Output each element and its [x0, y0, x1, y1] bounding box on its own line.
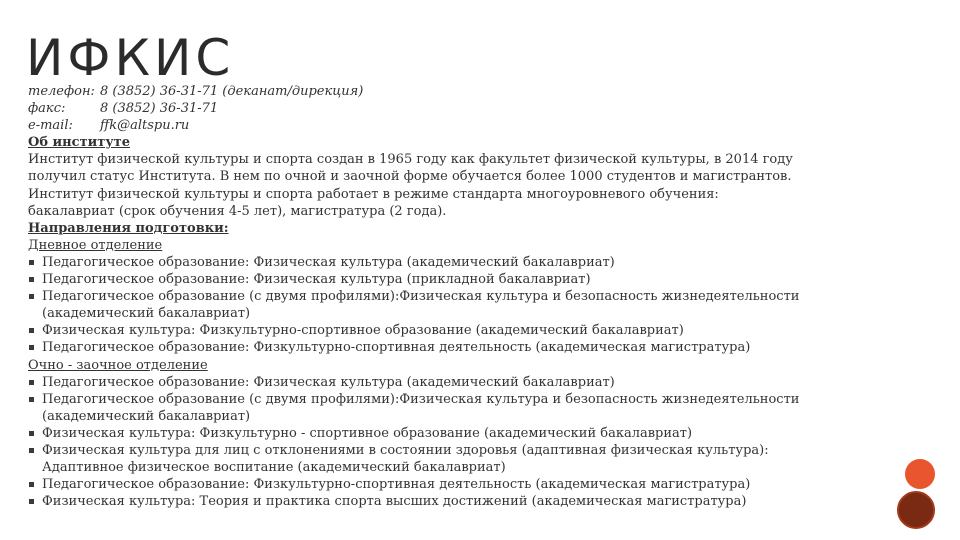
- contact-value: 8 (3852) 36-31-71 (деканат/дирекция): [100, 84, 364, 99]
- list-item-text: Адаптивное физическое воспитание (академический бакалавриат): [42, 460, 506, 476]
- contact-label: e-mail:: [28, 118, 73, 134]
- bullet-icon: [29, 431, 34, 436]
- contact-label: факс:: [28, 101, 66, 117]
- slide-number-badge: [897, 491, 935, 529]
- about-line: получил статус Института. В нем по очной и заочной форме обучается более 1000 студентов и магистрантов.: [28, 169, 792, 185]
- list-item-text: Педагогическое образование (с двумя профилями):Физическая культура и безопасность жизнедеятельности: [42, 391, 800, 407]
- list-item-text: (академический бакалавриат): [42, 408, 251, 424]
- list-item: [28, 271, 888, 288]
- bullet-icon: [29, 328, 34, 333]
- bullet-icon: [29, 345, 34, 350]
- fulltime-list: [28, 254, 888, 357]
- list-item: [28, 442, 888, 476]
- bullet-icon: [29, 448, 34, 453]
- page-title: ИФКИС: [26, 29, 235, 87]
- contact-value: ffk@altspu.ru: [100, 118, 190, 134]
- contact-value: 8 (3852) 36-31-71: [100, 101, 219, 117]
- about-line: Институт физической культуры и спорта создан в 1965 году как факультет физической культуры, в 2014 году: [28, 152, 793, 168]
- list-item-text: Педагогическое образование: Физическая культура (академический бакалавриат): [42, 254, 615, 270]
- list-item-text: Педагогическое образование: Физическая культура (академический бакалавриат): [42, 374, 615, 390]
- content-body: [28, 83, 888, 510]
- list-item: [28, 339, 888, 356]
- list-item: [28, 374, 888, 391]
- list-item-text: Физическая культура: Физкультурно-спортивное образование (академический бакалавриат): [42, 323, 684, 339]
- bullet-icon: [29, 499, 34, 504]
- about-line: Институт физической культуры и спорта работает в режиме стандарта многоуровневого обучения:: [28, 186, 719, 202]
- list-item-text: Физическая культура: Теория и практика спорта высших достижений (академическая магистратура): [42, 494, 747, 510]
- fulltime-heading: Дневное отделение: [28, 237, 163, 253]
- list-item: [28, 425, 888, 442]
- bullet-icon: [29, 482, 34, 487]
- decorative-circle: [905, 459, 935, 489]
- list-item: [28, 493, 888, 510]
- list-item: [28, 322, 888, 339]
- parttime-heading: Очно - заочное отделение: [28, 357, 208, 373]
- list-item: [28, 288, 888, 322]
- list-item-text: Педагогическое образование: Физкультурно-спортивная деятельность (академическая магистратура): [42, 477, 751, 493]
- contact-phone: [28, 83, 888, 100]
- parttime-list: [28, 374, 888, 511]
- list-item-text: Физическая культура: Физкультурно - спортивное образование (академический бакалавриат): [42, 425, 693, 441]
- bullet-icon: [29, 277, 34, 282]
- bullet-icon: [29, 380, 34, 385]
- list-item-text: (академический бакалавриат): [42, 306, 251, 322]
- contact-email: [28, 117, 888, 134]
- list-item-text: Педагогическое образование: Физкультурно-спортивная деятельность (академическая магистратура): [42, 340, 751, 356]
- list-item-text: Физическая культура для лиц с отклонениями в состоянии здоровья (адаптивная физическая культура):: [42, 442, 769, 458]
- bullet-icon: [29, 397, 34, 402]
- directions-heading: Направления подготовки:: [28, 220, 229, 236]
- list-item: [28, 254, 888, 271]
- about-heading: Об институте: [28, 135, 130, 151]
- contact-label: телефон:: [28, 84, 95, 99]
- bullet-icon: [29, 294, 34, 299]
- list-item: [28, 391, 888, 425]
- contact-fax: [28, 100, 888, 117]
- about-line: бакалавриат (срок обучения 4-5 лет), магистратура (2 года).: [28, 203, 447, 219]
- list-item: [28, 476, 888, 493]
- list-item-text: Педагогическое образование (с двумя профилями):Физическая культура и безопасность жизнедеятельности: [42, 289, 800, 305]
- list-item-text: Педагогическое образование: Физическая культура (прикладной бакалавриат): [42, 272, 591, 288]
- bullet-icon: [29, 260, 34, 265]
